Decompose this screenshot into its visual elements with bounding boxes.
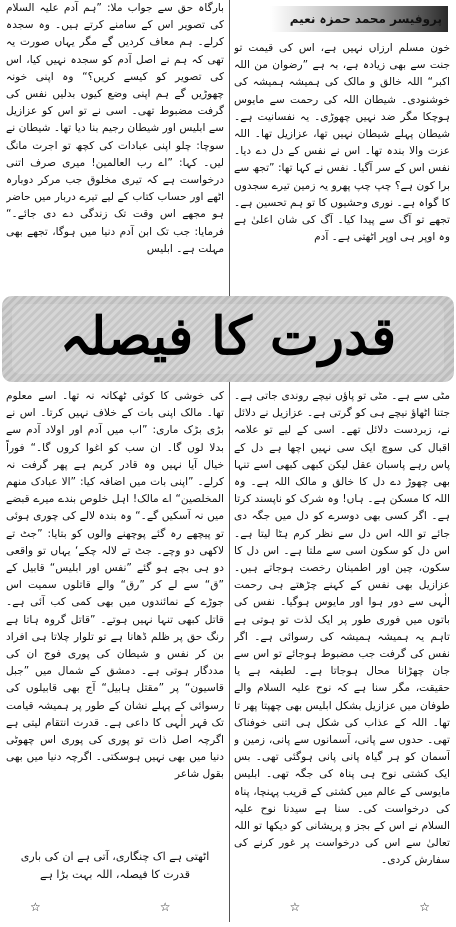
paragraph: خون مسلم ارزاں نہیں ہے، اس کی قیمت تو جنت سے بھی زیادہ ہے، بہ ہے ”رضوان من اللہ اکبر“ اللہ خالق و مالک کی ہمیشہ ہمیشہ کی خوشنودی۔ شیطان اللہ کی رحمت سے مایوس ہوچکا مگر ضد نہیں چھوڑی۔ یہ نفسانیت ہے۔ شیطان پہلے شیطان نہیں تھا، عزازیل تھا۔ اللہ عزت والا بندہ تھا۔ اس نے نفس کے دل دے دیا۔ نفس اس کے سر آگیا۔ نفس نے کہا تھا: ”تجھ سے برا کون ہے؟ چپ چپ پھرو یہ زمین تیرے سجدوں کا گواہ ہے۔ نوری وحشیوں کا تو ہم تحسین ہے۔ تجھے تو آگ سے پیدا کیا۔ آگ کی شان اعلیٰ ہے وہ اوپر ہی اوپر اٹھتی ہے۔ آدم	[234, 42, 450, 244]
closing-couplet	[6, 848, 224, 884]
article-column-right-top	[234, 40, 450, 278]
article-column-right-bottom	[234, 388, 450, 908]
paragraph: مٹی سے ہے۔ مٹی تو پاؤں نیچے روندی جاتی ہے۔ جتنا اٹھاؤ نیچے ہی کو گرتی ہے۔ عزازیل نے دلائل نے، زبردست دلائل تھے۔ اسی کے لیے تو علامہ اقبال کی سوچ ایک سی نہیں اچھا ہے دل کے پاس رہے پاسبان عقل لیکن کبھی کبھی اسے تنہا بھی چھوڑ دے دل کا خالق و مالک اللہ ہے۔ وہ اللہ کا مسکن ہے۔ ہاں! وہ شرک کو ناپسند کرتا ہے۔ اگر کسی بھی دوسرے کو دل میں جگہ دی جائے تو اللہ اس دل سے نظر کرم ہٹا لیتا ہے۔ اس دل کو سکون اسی سے ملتا ہے۔ اس دل کا سکون، چین اور اطمینان رخصت ہوجاتے ہیں۔ عزازیل بھی نفس کے کہنے چڑھتے ہی رحمت الٰہی سے دور ہوا اور مایوس ہوگیا۔ نفس کی باتوں میں فوری طور پر ایک لذت تو ہوتی ہے تاہم یہ ہمیشہ ہمیشہ کی رسوائی ہے۔ اگر نفس کی گرفت جب مضبوط ہوجائے تو اس سے جان چھڑانا محال ہوجاتا ہے۔ لطیفہ ہے یا حقیقت، مگر سنا ہے کہ نوح علیہ السلام والے طوفان میں عزازیل بشکل ابلیس بھی چھپتا پھر تا تھا۔ اللہ کے عذاب کی شکل ہی اتنی خوفناک تھی۔ حدوں سے پانی، آسمانوں سے پانی، زمین و آسمان کو ہر گیاہ پانی پانی ہوگئی تھی۔ بس ایک کشتی نوح ہی پناہ کی جگہ تھی۔ ابلیس مایوسی کے عالم میں کشتی کے قریب پہنچا، پناہ کی درخواست کی۔ سنا ہے سیدنا نوح علیہ السلام نے اس کے بجز و پریشانی کو دیکھا تو اللہ تعالیٰ سے اس کی درخواست پر غور کرنے کی سفارش کردی۔	[234, 390, 450, 867]
paragraph: کی خوشی کا کوئی ٹھکانہ نہ تھا۔ اسے معلوم تھا۔ مالک اپنی بات کے خلاف نہیں کرتا۔ اس نے بڑی بڑک ماری: ”اب میں آدم اور اولاد آدم سے بدلا لوں گا۔ ان سب کو اغوا کروں گا۔“ فوراً خیال آیا نہیں وہ قادر کریم ہے پھر گرفت نہ کرلے۔ ”اپنی بات میں اضافہ کیا: ”الا عبادک منهم المخلصین“ اے مالک! اہل خلوص بندے میرے قبضے میں نہ آسکیں گے۔“ وہ بندہ لالے کی چوری ہوئی تو پیچھے رہ گئے پوچھنے والوں کو بتایا: ”جٹ تے لاکھی دو وچے۔ جٹ تے لالہ چکے‘ یہاں تو واقعی دو ہی بچے ہو گئے ”نفس اور ابلیس“ قابیل کے ”ق“ سے لے کر ”رق“ والے قاتلوں سمیت اس جوڑے کے نمائندوں میں بھی کمی کب آئی ہے۔ قاتل کبھی تنہا نہیں ہوتے۔ ”قاتل گروہ ہاتا ہے رنگ حق پر ظلم ڈھانا ہے تو تلوار چلاتا ہی افراد بن کر نفس و شیطان کی پوری فوج ان کی مددگار ہوتی ہے۔ دمشق کے شمال میں ”جبل قاسیون“ پر ”مقتل ہابیل“ آج بھی قابیلوں کی رسوائی کے پہلے نشان کے طور پر ہمیشہ قیامت تک قہر الٰہی کا داعی ہے۔ قدرت انتقام لیتی ہے اگرچہ اصل ذات تو پوری کی پوری اس چھوٹی دنیا میں بھی نہیں ہوسکتی۔ اگرچہ دنیا میں بھی بقول شاعر	[6, 390, 224, 781]
couplet-line-1: اٹھتی ہے اک چنگاری، آتی ہے ان کی باری	[20, 850, 210, 863]
author-byline: پروفیسر محمد حمزہ نعیم	[270, 6, 448, 32]
headline-text: قدرت کا فیصلہ	[59, 306, 397, 367]
article-column-left-bottom	[6, 388, 224, 892]
article-column-left-top	[6, 0, 224, 292]
couplet-line-2: قدرت کا فیصلہ، اللہ بہت بڑا ہے	[40, 868, 190, 881]
star-icon: ☆	[159, 900, 171, 914]
star-icon: ☆	[289, 900, 301, 914]
star-icon: ☆	[30, 900, 41, 914]
star-icon: ☆	[419, 900, 430, 914]
headline-banner	[2, 296, 454, 382]
paragraph: بارگاہ حق سے جواب ملا: ”ہم آدم علیہ السلام کی تصویر اس کے سامنے کرتے ہیں۔ وہ سجدہ کرلے۔ ہم معاف کردیں گے مگر یہاں صورت یہ تھی کہ ہم نے اصل آدم کو سجدہ نہیں کیا، اس کی تصویر کو کیسے کریں؟“ وہ اپنی خونہ چھوڑیں گے ہم اپنی وضع کیوں بدلیں نفس کی گرفت مضبوط تھی۔ اسی نے تو اس کو عزازیل سے ابلیس اور شیطان رجیم بنا دیا تھا۔ شیطان نے سوچا: چلو اپنی عبادات کی کچھ تو اجرت مانگ لیں۔ کہا: ”اے رب العالمین! میری صرف اتنی درخواست ہے کہ تیری مخلوق جب مرکر دوبارہ اٹھے اور حساب کتاب کے لیے تیرے دربار میں حاضر ہو مجھے اس وقت تک زندگی دے دی جائے۔“ فرمایا: جب تک ابن آدم دنیا میں ہوگا، تجھے بھی مہلت ہے۔ ابلیس	[6, 2, 224, 255]
column-divider	[229, 0, 230, 922]
star-separator	[30, 900, 430, 914]
